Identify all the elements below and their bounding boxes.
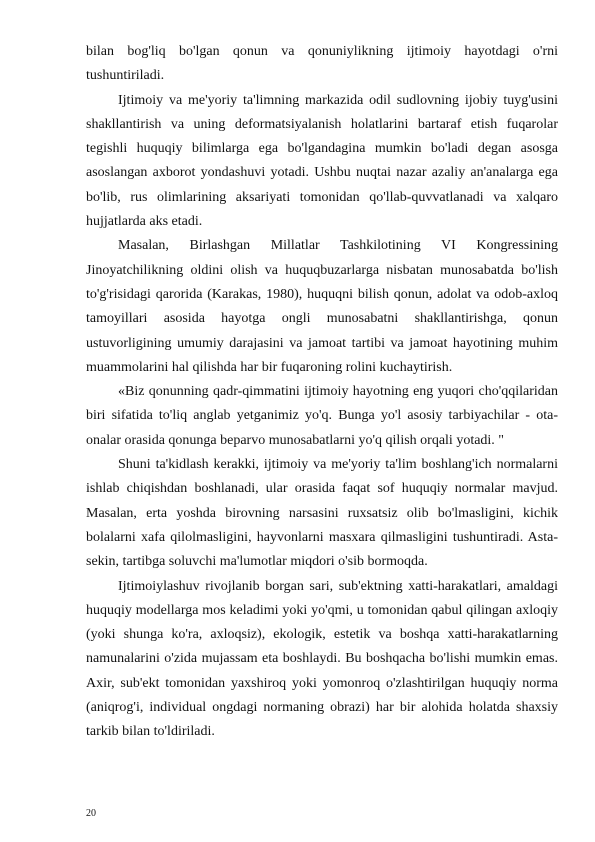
paragraph-2: Ijtimoiy va me'yoriy ta'limning markazida odil sudlovning ijobiy tuyg'usini shakllantirish va uning deformatsiyalanish holatlarini bartaraf etish fuqarolar tegishli huquqiy bilimlarga ega bo'lgandagina mumkin bo'ladi degan asosga asoslangan axborot yondashuvi yotadi. Ushbu nuqtai nazar azaliy an'analarga ega bo'lib, rus olimlarining aksariyati tomonidan qo'llab-quvvatlanadi va xalqaro hujjatlarda aks etadi. <box>86 92 558 230</box>
paragraph-3: Masalan, Birlashgan Millatlar Tashkilotining VI Kongressining Jinoyatchilikning oldini olish va huquqbuzarlarga nisbatan munosabatda bo'lish to'g'risidagi qarorida (Karakas, 1980), huquqni bilish qonun, adolat va odob-axloq tamoyillari asosida hayotga ongli munosabatni shakllantirishga, qonun ustuvorligining umumiy darajasini va jamoat tartibi va jamoat hayotining muhim muammolarini hal qilishda har bir fuqaroning rolini kuchaytirish. <box>86 238 558 375</box>
paragraph-4: «Biz qonunning qadr-qimmatini ijtimoiy hayotning eng yuqori cho'qqilaridan biri sifatida to'liq anglab yetganimiz yo'q. Bunga yo'l asosiy tarbiyachilar - ota-onalar orasida qonunga beparvo munosabatlarni yo'q qilish orqali yotadi. " <box>86 384 558 448</box>
paragraph-6: Ijtimoiylashuv rivojlanib borgan sari, sub'ektning xatti-harakatlari, amaldagi huquqiy modellarga mos keladimi yoki yo'qmi, u tomonidan qabul qilingan axloqiy (yoki shunga ko'ra, axloqsiz), ekologik, estetik va boshqa xatti-harakatlarning namunalarini o'zida mujassam eta boshlaydi. Bu boshqacha bo'lishi mumkin emas. Axir, sub'ekt tomonidan yaxshiroq yoki yomonroq o'zlashtirilgan huquqiy norma (aniqrog'i, individual ongdagi normaning obrazi) har bir alohida holatda shaxsiy tarkib bilan to'ldiriladi. <box>86 578 558 740</box>
paragraph-5: Shuni ta'kidlash kerakki, ijtimoiy va me'yoriy ta'lim boshlang'ich normalarni ishlab chiqishdan boshlanadi, ular orasida faqat sof huquqiy normalar mavjud. Masalan, erta yoshda birovning narsasini ruxsatsiz olib bo'lmasligini, kichik bolalarni xafa qilolmasligini, hayvonlarni masxara qilmasligini tushuntiradi. Asta-sekin, tartibga soluvchi ma'lumotlar miqdori o'sib bormoqda. <box>86 457 558 570</box>
document-page <box>86 40 558 745</box>
page-number: 20 <box>86 808 96 819</box>
paragraph-1: bilan bog'liq bo'lgan qonun va qonuniylikning ijtimoiy hayotdagi o'rni tushuntiriladi. <box>86 44 558 84</box>
